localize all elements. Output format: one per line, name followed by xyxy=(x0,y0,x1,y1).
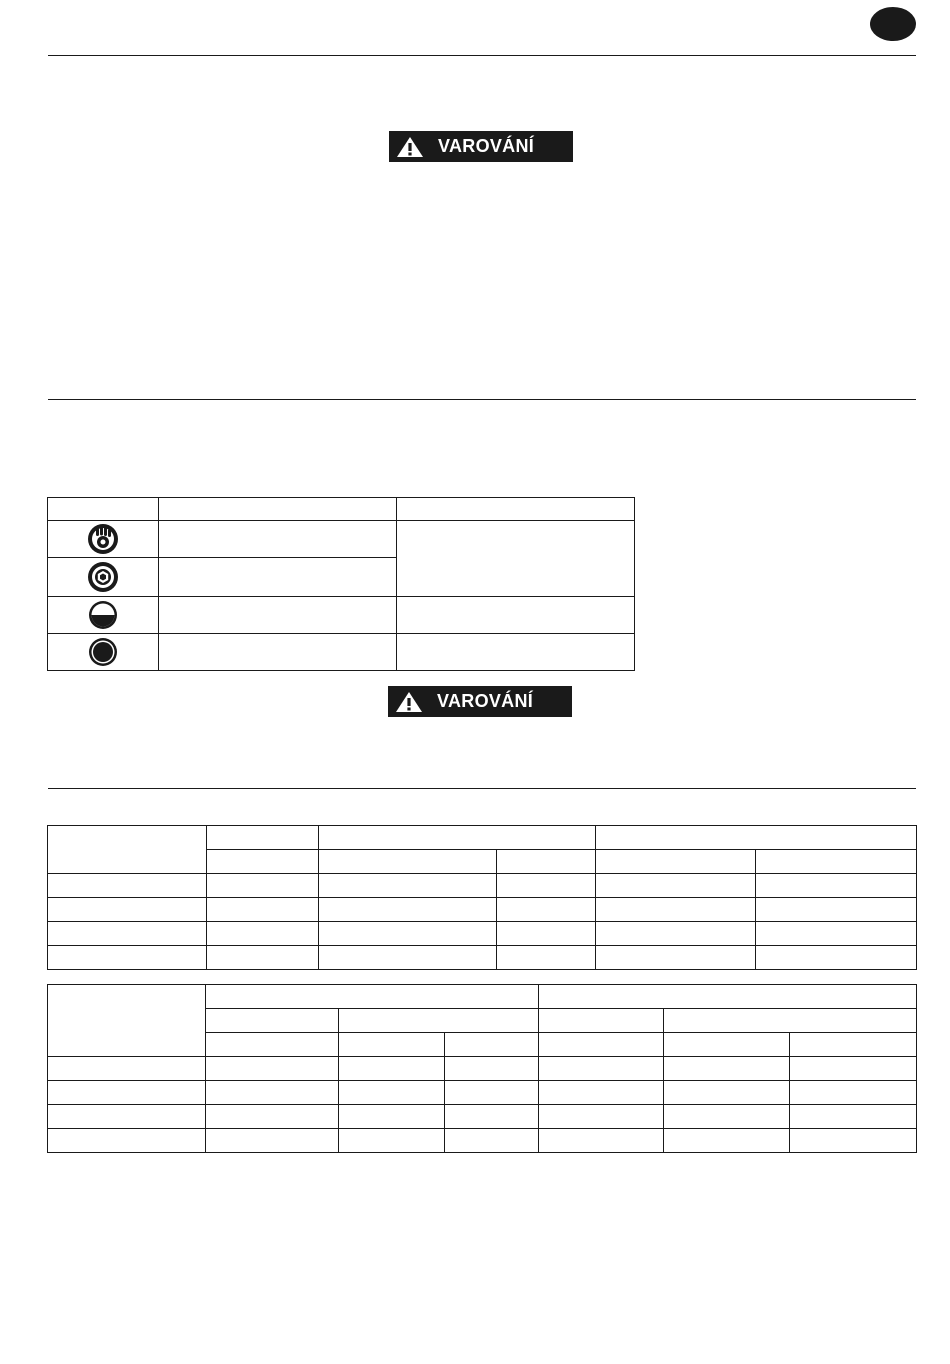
table-cell xyxy=(756,850,917,874)
section-divider xyxy=(48,788,916,789)
table-cell xyxy=(206,985,539,1009)
table-cell xyxy=(397,498,635,521)
table-row xyxy=(48,1105,917,1129)
table-cell xyxy=(48,1081,206,1105)
table-cell xyxy=(206,1105,339,1129)
table-row xyxy=(48,874,917,898)
table-cell xyxy=(539,1129,664,1153)
table-cell xyxy=(664,1009,917,1033)
table-cell xyxy=(497,922,596,946)
table-cell xyxy=(539,1081,664,1105)
table-cell xyxy=(48,1105,206,1129)
table-cell xyxy=(319,826,596,850)
table-header-row xyxy=(48,985,917,1009)
table-cell xyxy=(596,850,756,874)
table-cell xyxy=(159,521,397,558)
table-cell xyxy=(756,922,917,946)
table-row xyxy=(48,1081,917,1105)
table-cell xyxy=(159,634,397,671)
symbol-cell xyxy=(48,558,159,597)
table-cell xyxy=(790,1081,917,1105)
table-row xyxy=(48,1129,917,1153)
half-filled-circle-icon xyxy=(87,606,119,623)
table-cell xyxy=(397,634,635,671)
table-cell xyxy=(539,1033,664,1057)
filled-circle-icon xyxy=(87,643,119,660)
table-cell xyxy=(339,1009,539,1033)
warning-banner xyxy=(388,686,572,717)
table-cell xyxy=(397,597,635,634)
warning-label: VAROVÁNÍ xyxy=(437,691,534,711)
table-cell xyxy=(445,1057,539,1081)
table-cell xyxy=(539,1009,664,1033)
table-cell xyxy=(48,874,207,898)
table-cell xyxy=(664,1081,790,1105)
warning-triangle-icon xyxy=(395,691,423,713)
table-cell xyxy=(539,1105,664,1129)
table-row xyxy=(48,597,635,634)
table-row xyxy=(48,922,917,946)
table-cell xyxy=(319,946,497,970)
table-cell xyxy=(48,826,207,874)
table-cell xyxy=(48,498,159,521)
table-cell xyxy=(48,1057,206,1081)
table-cell xyxy=(319,922,497,946)
table-cell xyxy=(790,1033,917,1057)
table-cell xyxy=(445,1081,539,1105)
table-cell xyxy=(596,922,756,946)
table-cell xyxy=(539,985,917,1009)
table-cell xyxy=(664,1057,790,1081)
table-cell xyxy=(445,1105,539,1129)
table-cell xyxy=(206,1009,339,1033)
table-header-row xyxy=(48,498,635,521)
table-cell xyxy=(497,850,596,874)
table-cell xyxy=(319,874,497,898)
table-cell xyxy=(207,898,319,922)
table-cell xyxy=(790,1129,917,1153)
table-cell xyxy=(319,898,497,922)
warning-banner xyxy=(389,131,573,162)
table-cell xyxy=(397,521,635,597)
table-cell xyxy=(339,1105,445,1129)
table-cell xyxy=(445,1033,539,1057)
table-cell xyxy=(497,946,596,970)
table-cell xyxy=(339,1129,445,1153)
section-divider xyxy=(48,55,916,56)
table-cell xyxy=(756,874,917,898)
table-cell xyxy=(48,1129,206,1153)
table-cell xyxy=(207,850,319,874)
table-cell xyxy=(48,985,206,1057)
table-cell xyxy=(664,1105,790,1129)
table-cell xyxy=(206,1129,339,1153)
table-cell xyxy=(207,946,319,970)
table-cell xyxy=(497,898,596,922)
table-cell xyxy=(207,874,319,898)
table-cell xyxy=(790,1105,917,1129)
warning-label: VAROVÁNÍ xyxy=(438,136,535,156)
table-cell xyxy=(790,1057,917,1081)
warning-triangle-icon xyxy=(396,136,424,158)
table-cell xyxy=(207,826,319,850)
section-divider xyxy=(48,399,916,400)
table-cell xyxy=(664,1033,790,1057)
language-badge xyxy=(870,7,916,41)
table-row xyxy=(48,946,917,970)
symbol-cell xyxy=(48,597,159,634)
gear-hand-icon xyxy=(86,530,120,547)
table-row xyxy=(48,521,635,558)
gear-nut-icon xyxy=(86,568,120,585)
symbol-cell xyxy=(48,521,159,558)
table-cell xyxy=(596,874,756,898)
table-cell xyxy=(339,1033,445,1057)
table-cell xyxy=(497,874,596,898)
spec-table-1 xyxy=(47,825,917,970)
table-cell xyxy=(159,558,397,597)
table-cell xyxy=(596,946,756,970)
table-cell xyxy=(48,946,207,970)
table-cell xyxy=(206,1081,339,1105)
table-row xyxy=(48,634,635,671)
table-cell xyxy=(206,1033,339,1057)
table-cell xyxy=(539,1057,664,1081)
table-row xyxy=(48,1057,917,1081)
spec-table-2 xyxy=(47,984,917,1153)
table-cell xyxy=(48,922,207,946)
table-cell xyxy=(756,946,917,970)
table-row xyxy=(48,898,917,922)
table-cell xyxy=(664,1129,790,1153)
table-cell xyxy=(339,1057,445,1081)
table-cell xyxy=(596,898,756,922)
table-header-row xyxy=(48,826,917,850)
table-cell xyxy=(159,498,397,521)
symbol-cell xyxy=(48,634,159,671)
table-cell xyxy=(206,1057,339,1081)
symbol-table xyxy=(47,497,635,671)
table-cell xyxy=(159,597,397,634)
table-cell xyxy=(445,1129,539,1153)
table-cell xyxy=(207,922,319,946)
table-cell xyxy=(48,898,207,922)
table-cell xyxy=(339,1081,445,1105)
table-cell xyxy=(756,898,917,922)
table-cell xyxy=(596,826,917,850)
table-cell xyxy=(319,850,497,874)
